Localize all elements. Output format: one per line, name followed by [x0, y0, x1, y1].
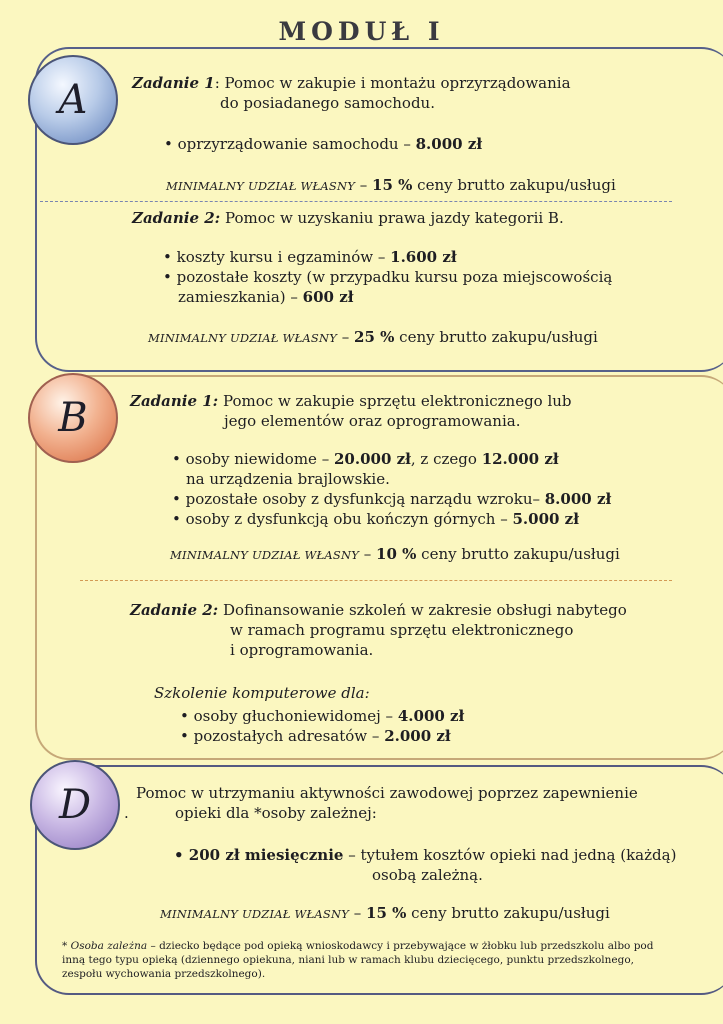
b-task1-heading: Zadanie 1: Pomoc w zakupie sprzętu elektronicznego lub	[130, 392, 572, 410]
footnote: * Osoba zależna – dziecko będące pod opieką wnioskodawcy i przebywające w żłobku lub przedszkolu albo pod inną tego typu opieką (dziennego opiekuna, niani lub w ramach klubu dziecięcego, punktu przedszkolnego, zespołu wychowania przedszkolnego).	[62, 940, 654, 980]
page-title: MODUŁ I	[278, 17, 445, 46]
b-course-item2: • pozostałych adresatów – 2.000 zł	[180, 727, 451, 745]
b-divider	[80, 580, 672, 581]
b-course-label: Szkolenie komputerowe dla:	[154, 684, 370, 702]
d-min-contribution: MINIMALNY UDZIAŁ WŁASNY – 15 % ceny brutto zakupu/usługi	[160, 904, 610, 922]
a-task2-item1: • koszty kursu i egzaminów – 1.600 zł	[163, 248, 457, 266]
b-task1-heading-line2: jego elementów oraz oprogramowania.	[224, 412, 521, 430]
a-divider	[40, 201, 672, 202]
b-task1-item1-line2: na urządzenia brajlowskie.	[186, 470, 390, 488]
a-task1-min-contribution: MINIMALNY UDZIAŁ WŁASNY – 15 % ceny brutto zakupu/usługi	[166, 176, 616, 194]
a-task2-heading: Zadanie 2: Pomoc w uzyskaniu prawa jazdy kategorii B.	[132, 209, 564, 227]
b-course-item1: • osoby głuchoniewidomej – 4.000 zł	[180, 707, 465, 725]
b-task1-item3: • osoby z dysfunkcją obu kończyn górnych – 5.000 zł	[172, 510, 579, 528]
module-b-letter: B	[58, 395, 88, 441]
a-task1-heading-line2: do posiadanego samochodu.	[220, 94, 435, 112]
module-d-badge	[30, 760, 120, 850]
module-b-badge	[28, 373, 118, 463]
b-task1-item2: • pozostałe osoby z dysfunkcją narządu wzroku– 8.000 zł	[172, 490, 612, 508]
module-a-badge	[28, 55, 118, 145]
d-heading: Pomoc w utrzymaniu aktywności zawodowej poprzez zapewnienie	[136, 784, 638, 802]
d-heading-dot: .	[124, 804, 129, 822]
a-task1-heading: Zadanie 1: Pomoc w zakupie i montażu oprzyrządowania	[132, 74, 571, 92]
d-item: • 200 zł miesięcznie – tytułem kosztów opieki nad jedną (każdą)	[174, 846, 677, 864]
b-task2-heading-line2: w ramach programu sprzętu elektronicznego	[230, 621, 574, 639]
d-item-line2: osobą zależną.	[372, 866, 483, 884]
a-task2-item2-line2: zamieszkania) – 600 zł	[178, 288, 354, 306]
a-task2-item2: • pozostałe koszty (w przypadku kursu poza miejscowością	[163, 268, 613, 286]
a-task1-item: • oprzyrządowanie samochodu – 8.000 zł	[164, 135, 483, 153]
module-b-panel	[35, 375, 723, 760]
b-task2-heading-line3: i oprogramowania.	[230, 641, 374, 659]
module-d-letter: D	[58, 782, 92, 828]
d-heading-line2: opieki dla *osoby zależnej:	[175, 804, 377, 822]
b-task1-item1: • osoby niewidome – 20.000 zł, z czego 12.000 zł	[172, 450, 559, 468]
module-a-letter: A	[58, 77, 88, 123]
b-task2-heading: Zadanie 2: Dofinansowanie szkoleń w zakresie obsługi nabytego	[130, 601, 627, 619]
b-task1-min-contribution: MINIMALNY UDZIAŁ WŁASNY – 10 % ceny brutto zakupu/usługi	[170, 545, 620, 563]
a-task2-min-contribution: MINIMALNY UDZIAŁ WŁASNY – 25 % ceny brutto zakupu/usługi	[148, 328, 598, 346]
